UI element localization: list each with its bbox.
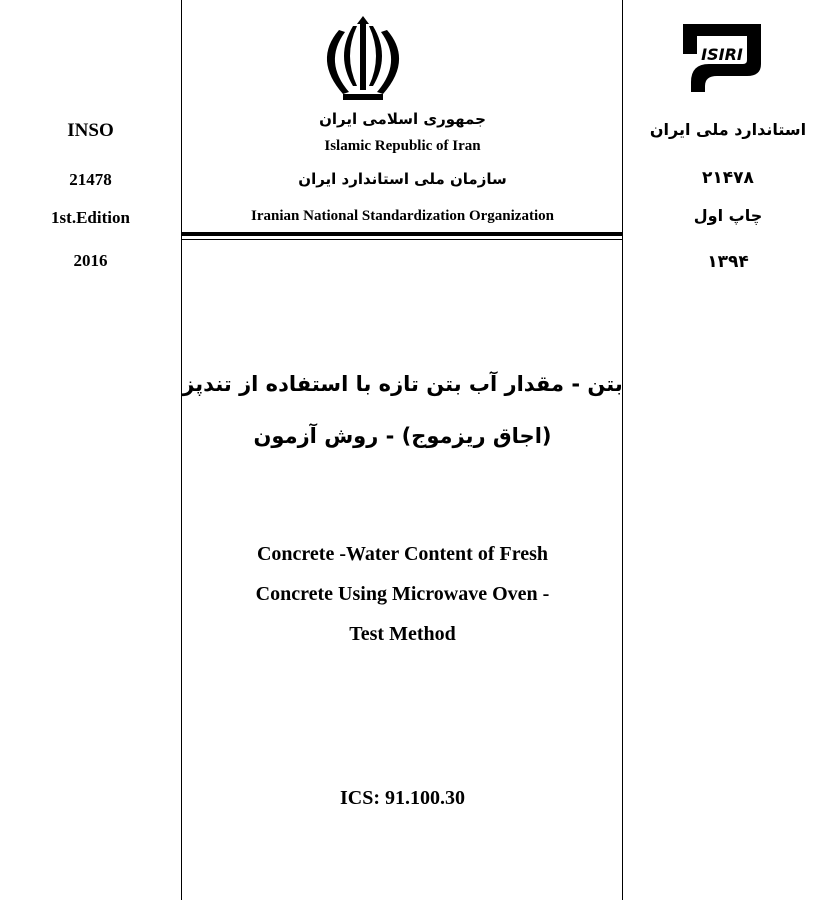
edition-fa: چاپ اول — [693, 206, 763, 225]
title-en-line1: Concrete -Water Content of Fresh — [256, 543, 549, 565]
org-code: INSO — [67, 120, 114, 141]
header-rule-thin — [181, 239, 623, 240]
edition: 1st.Edition — [51, 208, 130, 227]
isiri-logo-icon — [677, 20, 767, 96]
ics-code: ICS: 91.100.30 — [339, 787, 465, 809]
org-en: Iranian National Standardization Organization — [251, 208, 554, 224]
header-rule-thick — [181, 232, 623, 236]
left-divider — [181, 0, 182, 900]
title-fa-line2: (اجاق ریزموج) - روش آزمون — [253, 424, 552, 448]
republic-en: Islamic Republic of Iran — [324, 138, 481, 154]
svg-text:ISIRI: ISIRI — [701, 45, 743, 64]
title-en-line2: Concrete Using Microwave Oven - — [255, 583, 550, 605]
year: 2016 — [73, 251, 108, 270]
republic-fa: جمهوری اسلامی ایران — [319, 110, 486, 128]
title-en-line3: Test Method — [349, 623, 456, 645]
iran-emblem-icon — [313, 16, 413, 104]
standard-number-fa: ۲۱۴۷۸ — [702, 168, 754, 188]
year-fa: ۱۳۹۴ — [707, 252, 749, 272]
org-fa: سازمان ملی استاندارد ایران — [298, 170, 507, 188]
title-fa-line1: بتن - مقدار آب بتن تازه با استفاده از تندپز — [182, 372, 623, 396]
standard-number: 21478 — [69, 170, 112, 189]
national-standard-label: استاندارد ملی ایران — [649, 120, 807, 139]
